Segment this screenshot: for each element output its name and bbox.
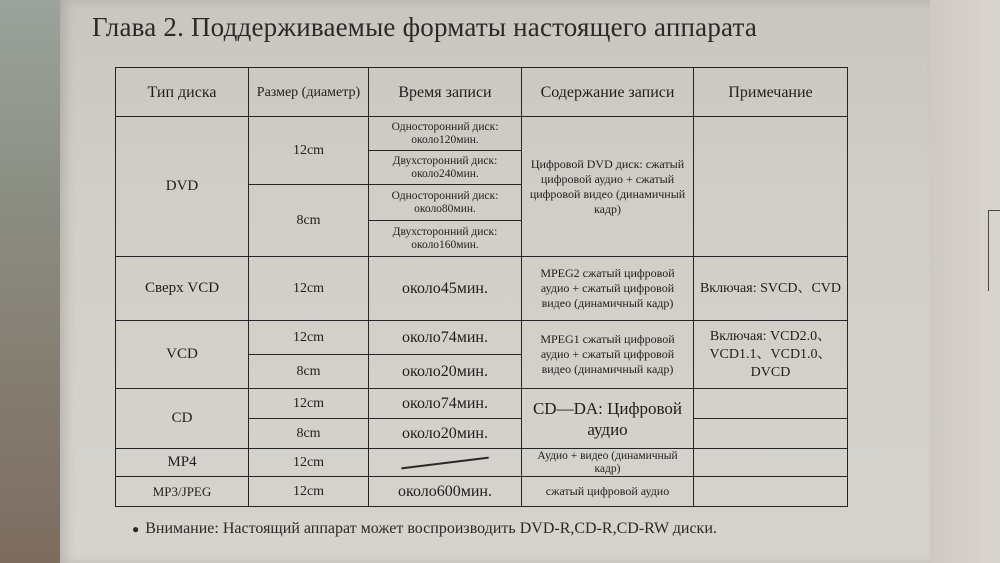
header-type: Тип диска bbox=[116, 68, 249, 117]
header-size: Размер (диаметр) bbox=[249, 68, 369, 117]
cell-mp3-size: 12cm bbox=[249, 477, 369, 507]
cell-dvd-type: DVD bbox=[116, 117, 249, 257]
cell-mp4-size: 12cm bbox=[249, 449, 369, 477]
table-row-mp3 bbox=[116, 477, 848, 507]
bullet-icon: ● bbox=[132, 522, 140, 536]
table-row-cd-1 bbox=[116, 389, 848, 419]
cell-vcd-size8: 8cm bbox=[249, 355, 369, 389]
cell-cd-time12: около74мин. bbox=[369, 389, 522, 419]
cell-dvd-note bbox=[694, 117, 848, 257]
cell-mp3-time: около600мин. bbox=[369, 477, 522, 507]
cell-mp4-content: Аудио + видео (динамичный кадр) bbox=[522, 449, 694, 477]
cell-cd-type: CD bbox=[116, 389, 249, 449]
cell-cd-time8: около20мин. bbox=[369, 419, 522, 449]
cell-dvd-time2: Двухсторонний диск: около240мин. bbox=[369, 151, 522, 185]
table-row-vcd-1 bbox=[116, 321, 848, 355]
cell-dvd-size8: 8cm bbox=[249, 185, 369, 257]
cell-mp3-content: сжатый цифровой аудио bbox=[522, 477, 694, 507]
cell-dvd-size12: 12cm bbox=[249, 117, 369, 185]
table-header-row bbox=[116, 68, 848, 117]
cell-svcd-note: Включая: SVCD、CVD bbox=[694, 257, 848, 321]
notice-text: Внимание: Настоящий аппарат может воспроизводить DVD-R,CD-R,CD-RW диски. bbox=[145, 520, 717, 537]
cell-vcd-time12: около74мин. bbox=[369, 321, 522, 355]
cell-dvd-content: Цифровой DVD диск: сжатый цифровой аудио + сжатый цифровой видео (динамичный кадр) bbox=[522, 117, 694, 257]
page-heading: Глава 2. Поддерживаемые форматы настоящего аппарата bbox=[92, 12, 758, 42]
adjacent-page-mark bbox=[988, 210, 1000, 291]
table-row-svcd bbox=[116, 257, 848, 321]
cell-mp4-type: MP4 bbox=[116, 449, 249, 477]
cell-vcd-content: MPEG1 сжатый цифровой аудио + сжатый цифровой видео (динамичный кадр) bbox=[522, 321, 694, 389]
cell-dvd-time4: Двухсторонний диск: около160мин. bbox=[369, 221, 522, 257]
cell-cd-size8: 8cm bbox=[249, 419, 369, 449]
cell-cd-size12: 12cm bbox=[249, 389, 369, 419]
cell-mp3-note bbox=[694, 477, 848, 507]
header-note: Примечание bbox=[694, 68, 848, 117]
cell-cd-note-1 bbox=[694, 389, 848, 419]
notice-line bbox=[132, 520, 852, 538]
cell-dvd-time1: Односторонний диск: около120мин. bbox=[369, 117, 522, 151]
cell-cd-content: CD—DA: Цифровой аудио bbox=[522, 389, 694, 449]
cell-vcd-size12: 12cm bbox=[249, 321, 369, 355]
table-row-dvd-1 bbox=[116, 117, 848, 151]
formats-table bbox=[115, 67, 848, 507]
cell-svcd-content: MPEG2 сжатый цифровой аудио + сжатый цифровой видео (динамичный кадр) bbox=[522, 257, 694, 321]
not-applicable-dash bbox=[401, 457, 489, 469]
cell-cd-note-2 bbox=[694, 419, 848, 449]
table-row-mp4 bbox=[116, 449, 848, 477]
header-content: Содержание записи bbox=[522, 68, 694, 117]
cell-mp4-note bbox=[694, 449, 848, 477]
cell-mp3-type: MP3/JPEG bbox=[116, 477, 249, 507]
cell-dvd-time3: Односторонний диск: около80мин. bbox=[369, 185, 522, 221]
cell-mp4-time bbox=[369, 449, 522, 477]
cell-vcd-type: VCD bbox=[116, 321, 249, 389]
cell-vcd-note: Включая: VCD2.0、VCD1.1、VCD1.0、DVCD bbox=[694, 321, 848, 389]
cell-svcd-time: около45мин. bbox=[369, 257, 522, 321]
cell-svcd-size: 12cm bbox=[249, 257, 369, 321]
cell-svcd-type: Сверх VCD bbox=[116, 257, 249, 321]
cell-vcd-time8: около20мин. bbox=[369, 355, 522, 389]
header-time: Время записи bbox=[369, 68, 522, 117]
